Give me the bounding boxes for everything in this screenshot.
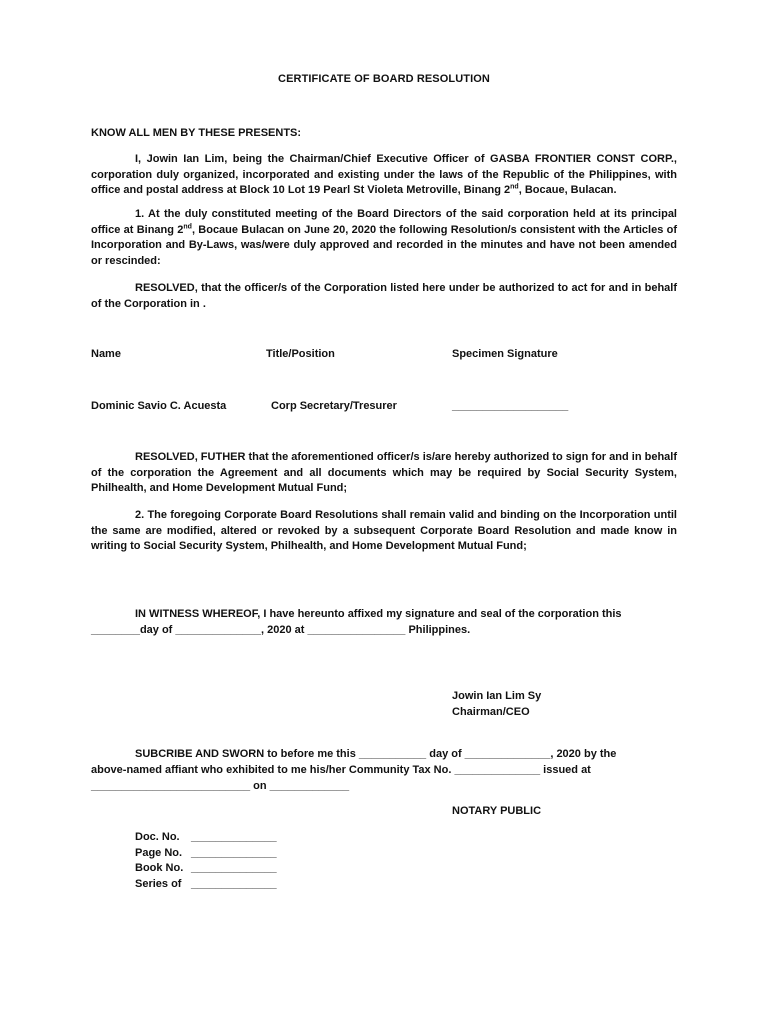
witness-line-1: IN WITNESS WHEREOF, I have hereunto affixed my signature and seal of the corporation this: [135, 608, 622, 620]
witness-line-2: ________day of ______________, 2020 at ________________ Philippines.: [91, 624, 471, 636]
meeting-text-1: 1. At the duly constituted meeting of the Board Directors of the said corporation held at its principal office at Binang 2: [91, 208, 677, 236]
notary-doc-no-label: Doc. No.: [135, 831, 180, 843]
header-position: Title/Position: [266, 348, 335, 360]
notary-book-no: [135, 862, 277, 874]
signatory-title: Chairman/CEO: [452, 706, 530, 718]
notary-series-of-label: Series of: [135, 878, 182, 890]
signatory-name: Jowin Ian Lim Sy: [452, 690, 542, 702]
greeting: KNOW ALL MEN BY THESE PRESENTS:: [91, 127, 302, 139]
notary-book-no-label: Book No.: [135, 862, 184, 874]
header-signature: Specimen Signature: [452, 348, 558, 360]
officer-signature-line: ___________________: [452, 400, 569, 412]
officer-position: Corp Secretary/Tresurer: [271, 400, 397, 412]
meeting-text-2: , Bocaue Bulacan on June 20, 2020 the following Resolution/s consistent with the Articles of Incorporation and By-Laws, was/were duly approved and recorded in the minutes and have not been amended or rescinded:: [91, 223, 677, 267]
intro-text-1: I, Jowin Ian Lim, being the Chairman/Chief Executive Officer of GASBA FRONTIER CONST CORP., corporation duly organized, incorporated and existing under the laws of the Republic of the Philippines, with office and postal address at Block 10 Lot 19 Pearl St Violeta Metroville, Binang 2: [91, 153, 677, 197]
officer-name: Dominic Savio C. Acuesta: [91, 400, 227, 412]
header-name: Name: [91, 348, 121, 360]
subscribe-line-2: above-named affiant who exhibited to me his/her Community Tax No. ______________ issued at: [91, 764, 591, 776]
subscribe-line-1: SUBCRIBE AND SWORN to before me this ___________ day of ______________, 2020 by the: [135, 748, 617, 760]
intro-text-2: , Bocaue, Bulacan.: [518, 184, 617, 197]
notary-page-no-label: Page No.: [135, 847, 183, 859]
validity-paragraph: 2. The foregoing Corporate Board Resolutions shall remain valid and binding on the Incorporation until the same are modified, altered or revoked by a subsequent Corporate Board Resolution and made know in writing to Social Security System, Philhealth, and Home Development Mutual Fund;: [91, 509, 677, 553]
notary-series-of: [135, 878, 277, 890]
notary-book-no-blank: ______________: [191, 862, 277, 874]
notary-public-label: NOTARY PUBLIC: [452, 805, 542, 817]
notary-page-no-blank: ______________: [191, 847, 277, 859]
notary-doc-no-blank: ______________: [191, 831, 277, 843]
resolved-paragraph-1: RESOLVED, that the officer/s of the Corporation listed here under be authorized to act for and in behalf of the Corporation in .: [91, 282, 677, 310]
subscribe-line-3: __________________________ on _____________: [91, 780, 350, 792]
intro-superscript: nd: [510, 183, 519, 191]
meeting-paragraph: [91, 207, 677, 269]
intro-paragraph: [91, 152, 677, 199]
notary-doc-no: [135, 831, 277, 843]
notary-page-no: [135, 847, 277, 859]
notary-series-of-blank: ______________: [191, 878, 277, 890]
document-title: CERTIFICATE OF BOARD RESOLUTION: [278, 73, 490, 85]
meeting-superscript: nd: [183, 222, 192, 230]
resolved-paragraph-2: RESOLVED, FUTHER that the aforementioned officer/s is/are hereby authorized to sign for and in behalf of the corporation the Agreement and all documents which may be required by Social Security System, Philhealth, and Home Development Mutual Fund;: [91, 451, 677, 495]
